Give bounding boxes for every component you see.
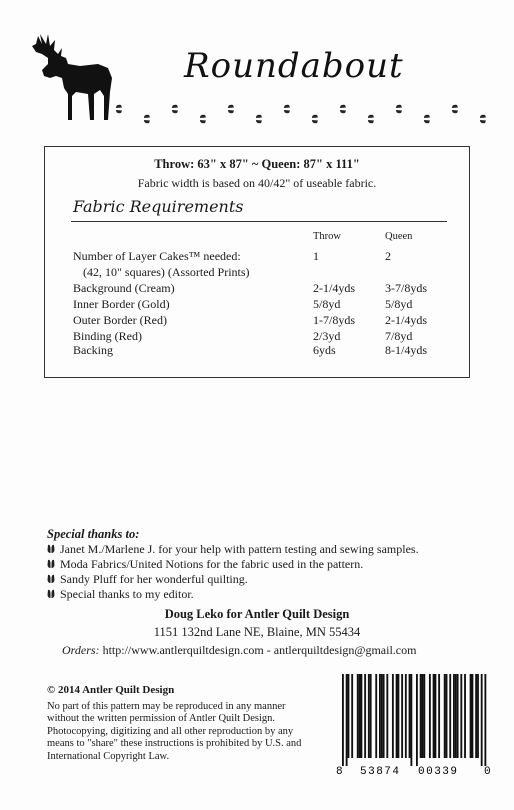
queen-value: 7/8yd [385, 329, 413, 343]
barcode-bar [409, 674, 411, 758]
hoof-print-icon [47, 574, 55, 584]
barcode-bar [379, 674, 381, 758]
hoof-print-icon [47, 559, 55, 569]
thanks-heading: Special thanks to: [47, 527, 140, 541]
barcode-bar [423, 674, 425, 758]
orders-line [62, 643, 416, 658]
barcode-bar [361, 674, 363, 758]
row-label: Background (Cream) [73, 281, 175, 295]
barcode-bar [464, 674, 466, 758]
table-row [45, 281, 469, 297]
list-item [47, 587, 419, 602]
list-item [47, 557, 419, 572]
barcode-bar [401, 674, 403, 758]
hoof-print-icon [340, 105, 346, 113]
barcode-bar [484, 674, 486, 766]
thanks-text: Janet M./Marlene J. for your help with pattern testing and sewing samples. [60, 542, 419, 556]
barcode-bar [449, 674, 451, 758]
barcode-left-digit: 8 [336, 766, 343, 778]
thanks-text: Moda Fabrics/United Notions for the fabric used in the pattern. [60, 557, 364, 571]
thanks-list [47, 542, 419, 602]
list-item [47, 542, 419, 557]
throw-value: 6yds [313, 343, 336, 357]
hoof-print-icon [47, 544, 55, 554]
barcode-bar [346, 674, 348, 766]
barcode-group-2: 00339 [418, 766, 459, 778]
barcode-bar [457, 674, 459, 758]
thanks-text: Special thanks to my editor. [60, 587, 194, 601]
queen-value: 8-1/4yds [385, 343, 427, 357]
table-row [45, 265, 469, 281]
barcode-bar [429, 674, 431, 758]
barcode-bar [416, 674, 418, 766]
upc-barcode [334, 670, 494, 780]
queen-value: 2 [385, 249, 391, 263]
row-label: Binding (Red) [73, 329, 142, 343]
copyright-heading: © 2014 Antler Quilt Design [47, 684, 175, 696]
table-row [45, 297, 469, 313]
barcode-bar [472, 674, 474, 758]
mailing-address: 1151 132nd Lane NE, Blaine, MN 55434 [153, 625, 361, 639]
copyright-notice: No part of this pattern may be reproduced in any manner without the written permission of Antler Quilt Design. Photocopying, digitizing and all other reproduction by any means to "share" these instructions is prohibited by U.S. and International Copyright Law. [47, 701, 302, 762]
row-label: Number of Layer Cakes™ needed: [73, 249, 241, 263]
barcode-bar [375, 674, 377, 758]
throw-value: 2-1/4yds [313, 281, 355, 295]
barcode-bar [420, 674, 422, 758]
quilt-size-line: Throw: 63" x 87" ~ Queen: 87" x 111" [154, 157, 360, 171]
orders-label: Orders: [62, 643, 100, 657]
throw-value: 2/3yd [313, 329, 341, 343]
barcode-bar [364, 674, 366, 758]
barcode-bar [435, 674, 437, 758]
barcode-bar [398, 674, 400, 758]
barcode-bar [348, 674, 350, 758]
barcode-bar [405, 674, 407, 758]
barcode-bar [446, 674, 448, 758]
hoof-print-icon [284, 105, 290, 113]
throw-value: 5/8yd [313, 297, 341, 311]
barcode-bar [455, 674, 457, 758]
website-link[interactable]: http://www.antlerquiltdesign.com - [102, 643, 271, 657]
heading-rule [71, 221, 447, 222]
hoof-print-icon [368, 115, 374, 123]
moose-icon [28, 30, 120, 126]
hoof-print-icon [480, 115, 486, 123]
row-label: (42, 10" squares) (Assorted Prints) [83, 265, 250, 279]
hoof-print-icon [256, 115, 262, 123]
barcode-bar [481, 674, 483, 766]
barcode-bar [359, 674, 361, 758]
thanks-text: Sandy Pluff for her wonderful quilting. [60, 572, 248, 586]
table-row [45, 249, 469, 265]
throw-value: 1 [313, 249, 319, 263]
queen-value: 5/8yd [385, 297, 413, 311]
table-row [45, 313, 469, 329]
barcode-bars [342, 674, 486, 766]
barcode-group-1: 53874 [360, 766, 401, 778]
hoof-print-icon [116, 105, 122, 113]
hoof-print-icon [396, 105, 402, 113]
throw-value: 1-7/8yds [313, 313, 355, 327]
list-item [47, 572, 419, 587]
barcode-bar [477, 674, 479, 758]
barcode-bar [386, 674, 388, 758]
barcode-bar [370, 674, 372, 758]
row-label: Backing [73, 343, 113, 357]
barcode-bar [470, 674, 472, 758]
barcode-bar [342, 674, 344, 766]
barcode-right-digit: 0 [484, 766, 491, 778]
barcode-bar [392, 674, 394, 758]
hoof-print-icon [200, 115, 206, 123]
hoof-print-icon [452, 105, 458, 113]
barcode-bar [422, 674, 424, 758]
throw-column-header: Throw [313, 231, 341, 242]
hoof-print-icon [144, 115, 150, 123]
queen-column-header: Queen [385, 231, 413, 242]
barcode-bar [383, 674, 385, 758]
barcode-bar [396, 674, 398, 758]
barcode-bar [444, 674, 446, 758]
queen-value: 2-1/4yds [385, 313, 427, 327]
hoof-print-icon [424, 115, 430, 123]
barcode-bar [475, 674, 477, 758]
queen-value: 3-7/8yds [385, 281, 427, 295]
email-link[interactable]: antlerquiltdesign@gmail.com [273, 643, 417, 657]
row-label: Inner Border (Gold) [73, 297, 170, 311]
barcode-bar [433, 674, 435, 758]
barcode-bar [438, 674, 440, 758]
barcode-bar [351, 674, 353, 758]
hoof-print-trail [112, 98, 504, 128]
fabric-width-note: Fabric width is based on 40/42" of useable fabric. [137, 176, 377, 190]
hoof-print-icon [172, 105, 178, 113]
hoof-print-icon [312, 115, 318, 123]
barcode-bar [460, 674, 462, 758]
barcode-bar [453, 674, 455, 758]
barcode-bar [357, 674, 359, 758]
table-row [45, 343, 469, 359]
row-label: Outer Border (Red) [73, 313, 167, 327]
requirements-heading: Fabric Requirements [73, 197, 244, 216]
pattern-title: Roundabout [184, 46, 404, 86]
barcode-bar [381, 674, 383, 758]
fabric-requirements-box [44, 146, 470, 378]
hoof-print-icon [228, 105, 234, 113]
designer-credit: Doug Leko for Antler Quilt Design [164, 607, 350, 621]
hoof-print-icon [47, 589, 55, 599]
barcode-bar [410, 674, 412, 766]
barcode-bar [368, 674, 370, 758]
